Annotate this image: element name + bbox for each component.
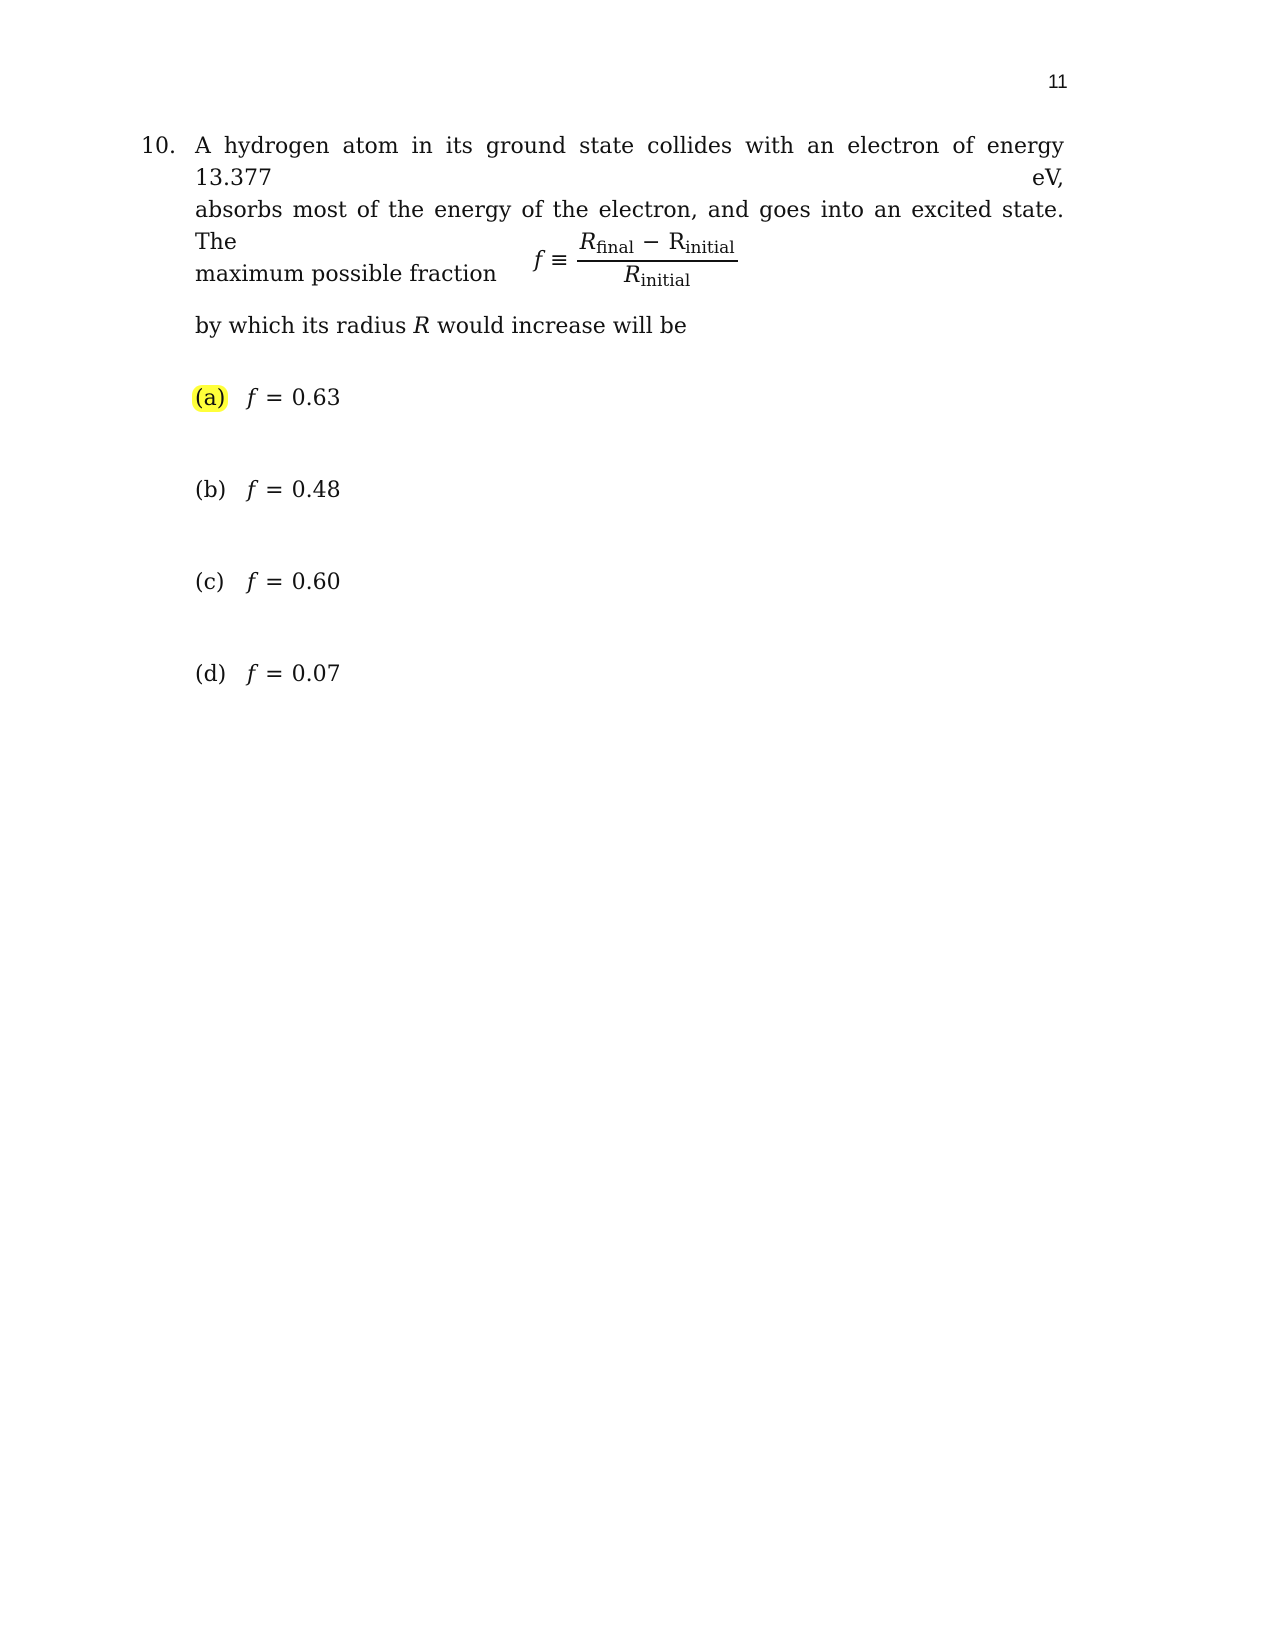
- formula-lhs: f: [534, 248, 543, 273]
- option-a-equals: =: [265, 386, 284, 411]
- question-number: 10.: [141, 134, 176, 159]
- option-d-var: f: [247, 662, 256, 687]
- question-continuation: [195, 314, 687, 339]
- option-d-value: 0.07: [291, 662, 341, 687]
- numerator-r-initial: R: [668, 230, 686, 255]
- option-a[interactable]: [195, 386, 341, 411]
- continuation-var: R: [413, 314, 430, 339]
- numerator-minus: −: [642, 230, 661, 255]
- option-c-value: 0.60: [291, 570, 341, 595]
- option-c-equals: =: [265, 570, 284, 595]
- option-a-var: f: [247, 386, 256, 411]
- option-a-highlight: (a): [192, 385, 228, 412]
- fraction-formula: [534, 230, 738, 291]
- option-b-equals: =: [265, 478, 284, 503]
- question-line-1: A hydrogen atom in its ground state collides with an electron of energy 13.377 eV,: [195, 134, 1064, 191]
- numerator-initial-subscript: initial: [685, 238, 735, 258]
- option-d-equals: =: [265, 662, 284, 687]
- option-c-label: (c): [195, 570, 225, 595]
- formula-numerator: [577, 230, 738, 262]
- numerator-final-subscript: final: [596, 238, 635, 258]
- denominator-subscript: initial: [640, 271, 691, 291]
- numerator-r-final: R: [579, 230, 597, 255]
- continuation-text-before: by which its radius: [195, 314, 414, 339]
- formula-denominator: [624, 262, 690, 291]
- option-d[interactable]: [195, 662, 341, 687]
- question-line-2: absorbs most of the energy of the electron, and goes into an excited state. The: [195, 198, 1064, 255]
- option-b-label: (b): [195, 478, 227, 503]
- option-a-label: [195, 386, 247, 411]
- option-d-label: (d): [195, 662, 227, 687]
- formula-fraction: [577, 230, 738, 291]
- option-c-var: f: [247, 570, 256, 595]
- formula-equiv-sign: ≡: [550, 248, 569, 273]
- denominator-r: R: [624, 263, 641, 288]
- continuation-text-after: would increase will be: [429, 314, 687, 339]
- question-line-3: maximum possible fraction: [195, 262, 497, 287]
- page-number: 11: [1048, 72, 1068, 93]
- option-b[interactable]: [195, 478, 341, 503]
- option-c[interactable]: [195, 570, 341, 595]
- option-b-value: 0.48: [291, 478, 341, 503]
- option-a-value: 0.63: [291, 386, 341, 411]
- option-b-var: f: [247, 478, 256, 503]
